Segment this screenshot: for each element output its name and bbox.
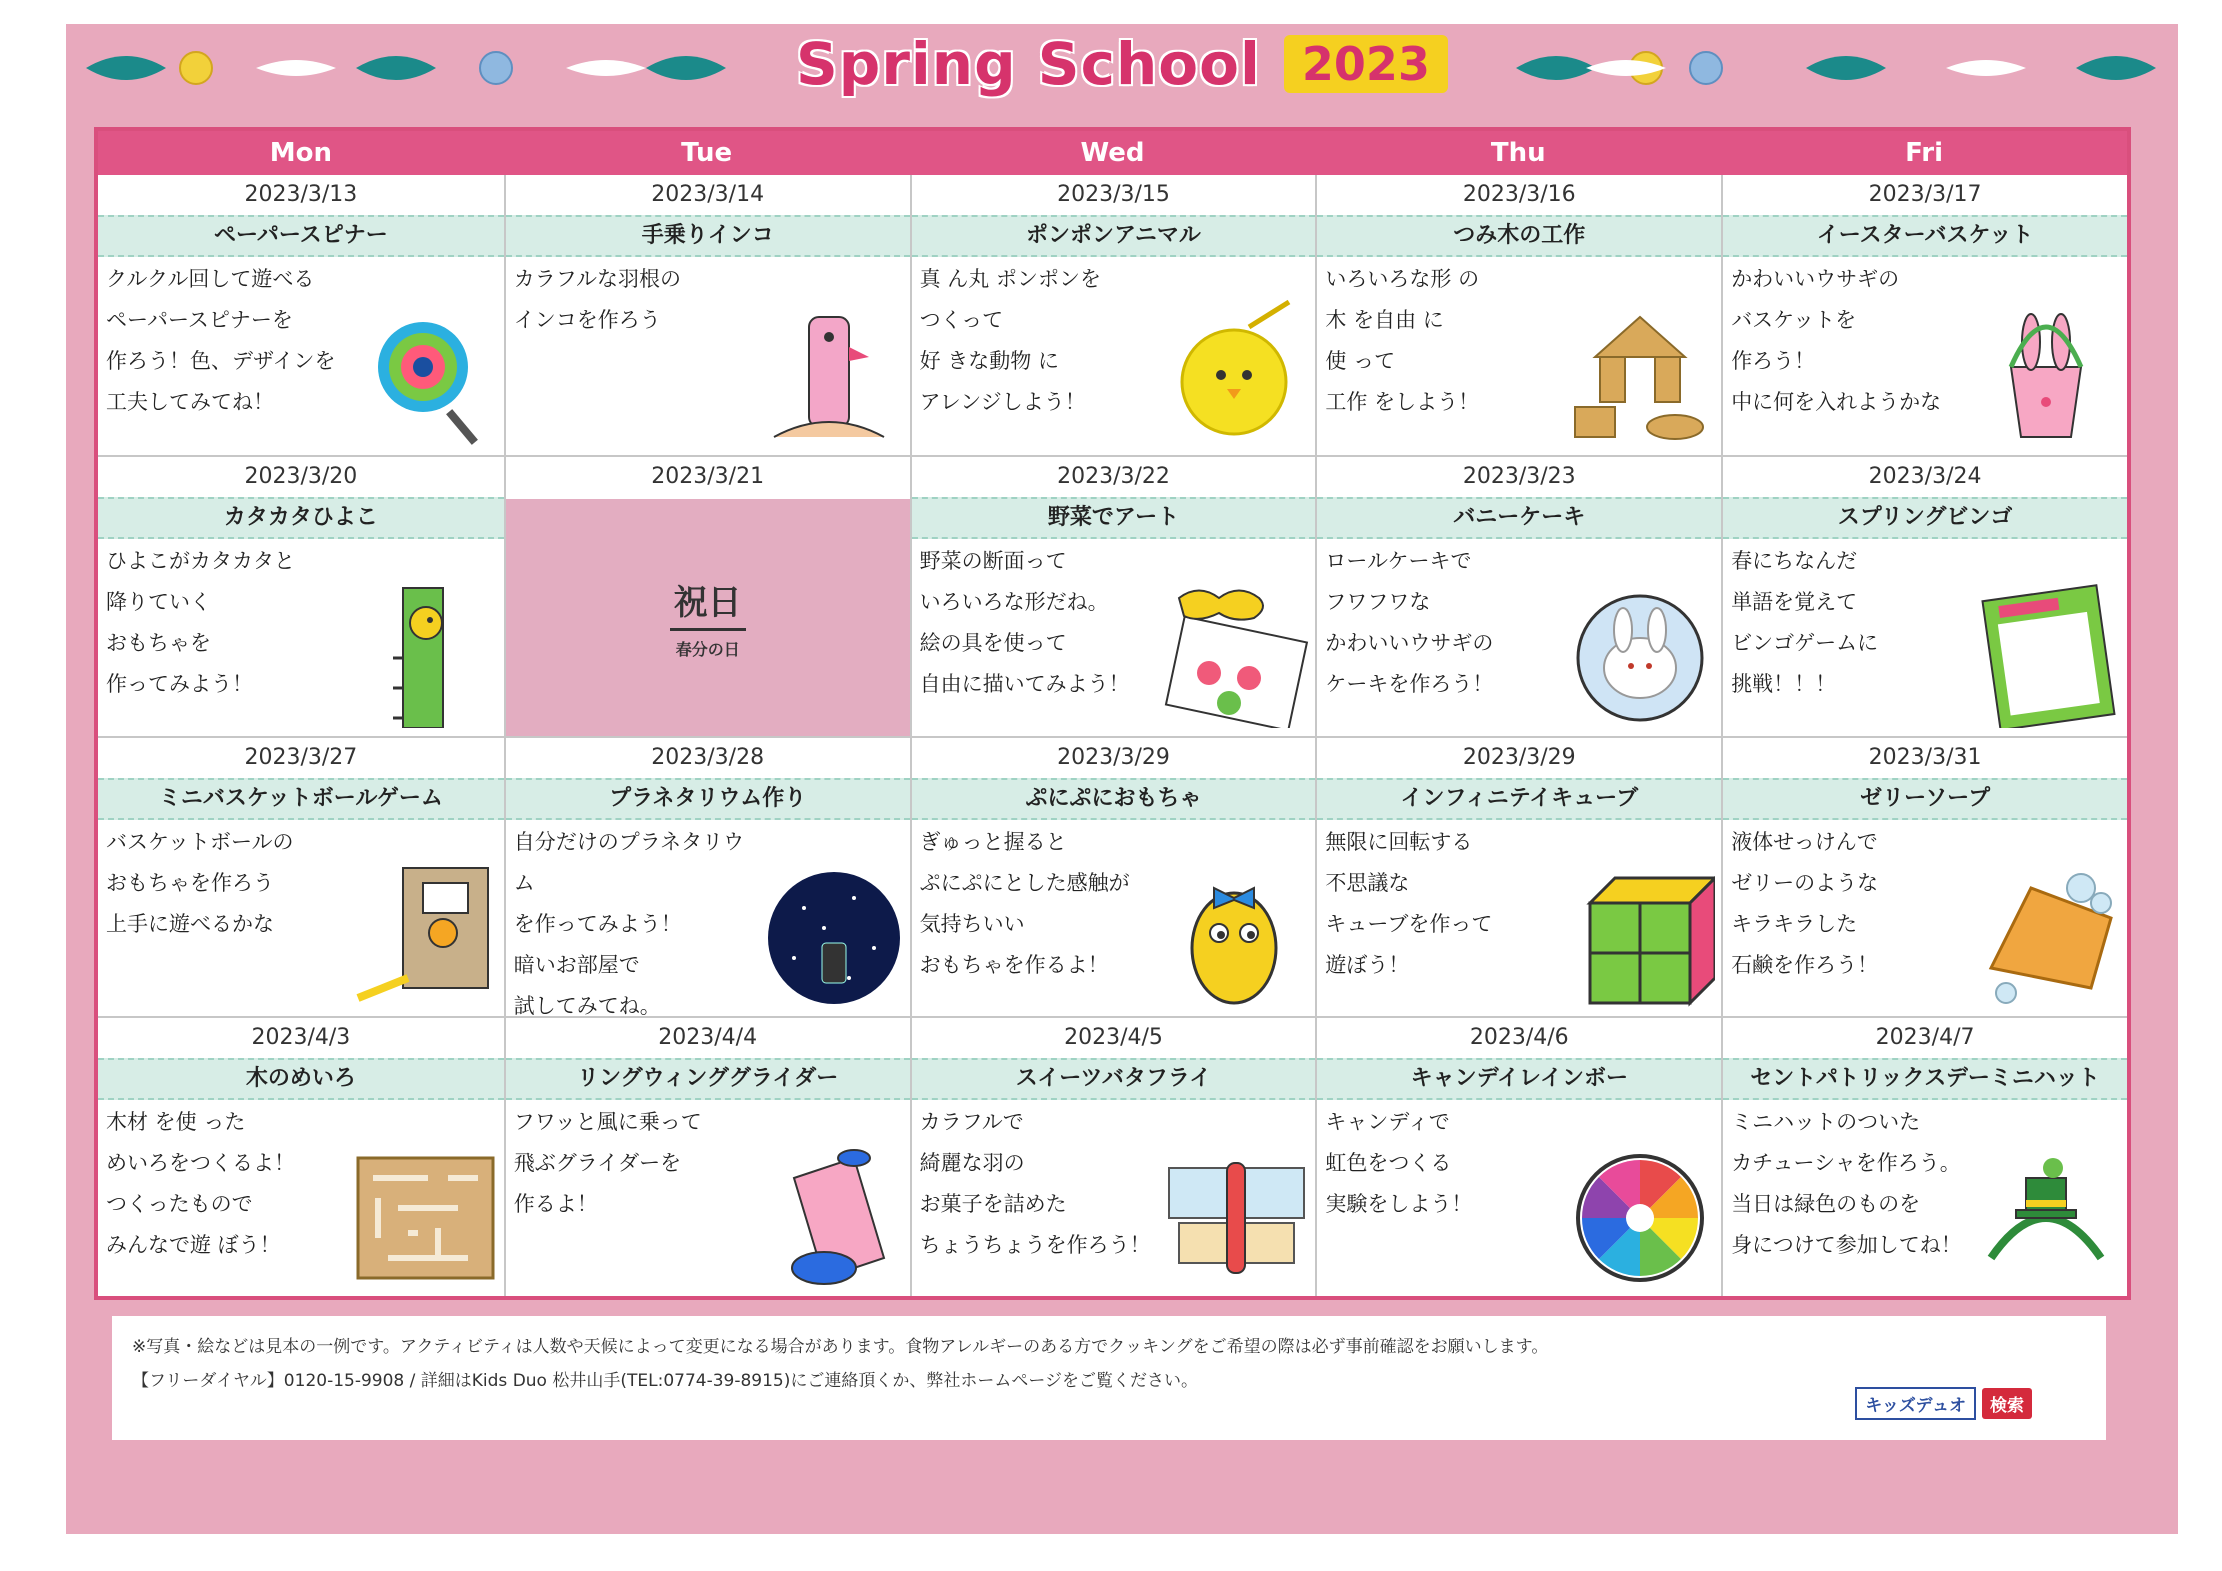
notes-panel: [112, 1316, 2106, 1440]
activity-description: ぎゅっと握ると ぷにぷにとした感触が 気持ちいい おもちゃを作るよ！: [919, 829, 1130, 977]
calendar-day-cell: [1315, 457, 1721, 735]
day-date: 2023/3/29: [1057, 744, 1170, 770]
holiday-subtitle: 春分の日: [675, 639, 740, 659]
parakeet-icon: [754, 297, 904, 447]
calendar-day-cell: [504, 1018, 910, 1296]
pompom-chick-icon: [1159, 297, 1309, 447]
weekday-label: Fri: [1905, 138, 1943, 168]
vegetable-stamp-icon: [1159, 578, 1309, 728]
activity-title: ポンポンアニマル: [912, 215, 1316, 257]
day-date: 2023/4/7: [1875, 1024, 1975, 1050]
calendar-day-cell: [910, 175, 1316, 455]
activity-description: キャンディで 虹色をつくる 実験をしよう！: [1325, 1109, 1473, 1216]
year-badge: 2023: [1284, 35, 1448, 93]
activity-title: キャンデイレインボー: [1317, 1058, 1721, 1100]
activity-description: 液体せっけんで ゼリーのような キラキラした 石鹸を作ろう！: [1731, 829, 1879, 977]
activity-description: かわいいウサギの バスケットを 作ろう！ 中に何を入れようかな: [1731, 267, 1942, 414]
activity-title: プラネタリウム作り: [506, 778, 910, 820]
activity-title: スイーツバタフライ: [912, 1058, 1316, 1100]
candy-rainbow-icon: [1565, 1138, 1715, 1288]
activity-description: フワッと風に乗って 飛ぶグライダーを 作るよ！: [513, 1109, 702, 1216]
day-date: 2023/3/16: [1462, 182, 1576, 207]
day-date: 2023/3/23: [1462, 464, 1576, 490]
jelly-soap-icon: [1971, 858, 2121, 1008]
activity-title: バニーケーキ: [1317, 497, 1721, 539]
bunny-cake-icon: [1565, 578, 1715, 728]
activity-title: リングウィンググライダー: [506, 1058, 910, 1100]
search-keyword: キッズデュオ: [1855, 1387, 1976, 1420]
calendar-day-cell: [98, 175, 504, 455]
day-date: 2023/3/14: [651, 182, 765, 207]
day-date: 2023/3/29: [1462, 744, 1576, 770]
activity-title: カタカタひよこ: [98, 497, 504, 539]
calendar-day-cell: [1721, 1018, 2127, 1296]
spinner-icon: [348, 297, 498, 447]
calendar-day-cell: [1721, 175, 2127, 455]
day-date: 2023/3/27: [244, 744, 358, 770]
page-title: Spring School: [796, 30, 1261, 98]
calendar-day-cell: [910, 738, 1316, 1016]
calendar: [94, 127, 2131, 1300]
day-date: 2023/3/20: [244, 464, 358, 490]
activity-title: スプリングビンゴ: [1723, 497, 2127, 539]
calendar-week: [98, 1016, 2127, 1296]
activity-description: ミニハットのついた カチューシャを作ろう。 当日は緑色のものを 身につけて参加してね！: [1731, 1109, 1962, 1257]
candy-butterfly-icon: [1159, 1138, 1309, 1288]
day-date: 2023/4/6: [1469, 1024, 1569, 1050]
day-date: 2023/4/5: [1064, 1024, 1163, 1050]
calendar-week: [98, 175, 2127, 455]
day-date: 2023/4/4: [658, 1024, 758, 1050]
activity-description: 自分だけのプラネタリウム を作ってみよう！ 暗いお部屋で 試してみてね。: [513, 829, 745, 1016]
activity-description: ロールケーキで フワフワな かわいいウサギの ケーキを作ろう！: [1325, 549, 1494, 697]
activity-title: セントパトリックスデーミニハット: [1723, 1058, 2127, 1100]
activity-title: 木のめいろ: [98, 1058, 504, 1100]
activity-title: ミニバスケットボールゲーム: [98, 778, 504, 820]
holiday-block: [506, 499, 910, 735]
activity-description: クルクル回して遊べる ペーパースピナーを 作ろう！色、デザインを 工夫してみてね！: [106, 267, 336, 414]
day-date: 2023/3/24: [1868, 464, 1982, 490]
weekday-label: Mon: [269, 138, 333, 168]
calendar-week: [98, 736, 2127, 1016]
activity-description: 無限に回転する 不思議な キューブを作って 遊ぼう！: [1325, 829, 1493, 977]
activity-title: インフィニテイキューブ: [1317, 778, 1721, 820]
activity-description: カラフルで 綺麗な羽の お菓子を詰めた ちょうちょうを作ろう！: [919, 1109, 1151, 1257]
bingo-card-icon: [1971, 578, 2121, 728]
calendar-day-cell: [1315, 1018, 1721, 1296]
ring-glider-icon: [754, 1138, 904, 1288]
weekday-label: Tue: [681, 138, 733, 168]
day-date: 2023/3/17: [1868, 182, 1982, 207]
basketball-hoop-icon: [348, 858, 498, 1008]
day-date: 2023/3/21: [651, 464, 765, 490]
activity-description: 木材 を使 った めいろをつくるよ！ つくったもので みんなで遊 ぼう！: [106, 1109, 295, 1257]
search-button[interactable]: 検索: [1982, 1388, 2032, 1419]
calendar-day-cell: [910, 1018, 1316, 1296]
calendar-day-cell: [1721, 738, 2127, 1016]
calendar-day-cell: [504, 175, 910, 455]
calendar-weeks: [98, 175, 2127, 1296]
header-band: [66, 24, 2178, 112]
activity-title: ぷにぷにおもちゃ: [912, 778, 1316, 820]
activity-title: ゼリーソープ: [1723, 778, 2127, 820]
activity-description: カラフルな羽根の インコを作ろう: [513, 267, 681, 332]
weekday-label: Wed: [1080, 138, 1145, 168]
planetarium-icon: [754, 858, 904, 1008]
day-date: 2023/3/13: [244, 182, 358, 207]
day-date: 2023/3/28: [651, 744, 765, 770]
day-date: 2023/3/22: [1057, 464, 1170, 490]
day-date: 2023/4/3: [251, 1024, 351, 1050]
activity-description: ひよこがカタカタと 降りていく おもちゃを 作ってみよう！: [106, 549, 295, 697]
calendar-day-cell: [504, 738, 910, 1016]
calendar-day-cell: [98, 457, 504, 735]
weekday-header: [98, 131, 2127, 175]
note-contact: 【フリーダイヤル】0120-15-9908 / 詳細はKids Duo 松井山手(TEL:0774-39-8915)にご連絡頂くか、弊社ホームページをご覧ください。: [132, 1371, 1199, 1391]
mini-hat-headband-icon: [1971, 1138, 2121, 1288]
calendar-day-cell: [98, 738, 504, 1016]
activity-description: 春にちなんだ 単語を覚えて ビンゴゲームに 挑戦！！！: [1731, 549, 1879, 697]
bunny-basket-icon: [1971, 297, 2121, 447]
chick-ladder-icon: [348, 578, 498, 728]
holiday-name: 祝日: [670, 575, 746, 631]
activity-description: バスケットボールの おもちゃを作ろう 上手に遊べるかな: [106, 829, 294, 936]
squishy-toy-icon: [1159, 858, 1309, 1008]
day-date: 2023/3/15: [1057, 182, 1170, 207]
calendar-week: [98, 455, 2127, 735]
activity-title: 野菜でアート: [912, 497, 1316, 539]
calendar-day-cell: [1721, 457, 2127, 735]
note-disclaimer: ※写真・絵などは見本の一例です。アクティビティは人数や天候によって変更になる場合があります。食物アレルギーのある方でクッキングをご希望の際は必ず事前確認をお願いします。: [132, 1337, 1549, 1357]
day-date: 2023/3/31: [1868, 744, 1982, 770]
banner-title: [66, 30, 2178, 110]
activity-description: いろいろな形 の 木 を自由 に 使 って 工作 をしよう！: [1325, 267, 1480, 414]
infinity-cube-icon: [1565, 858, 1715, 1008]
wood-maze-icon: [348, 1138, 498, 1288]
activity-description: 真 ん丸 ポンポンを つくって 好 きな動物 に アレンジしよう！: [919, 267, 1101, 414]
calendar-day-cell: [98, 1018, 504, 1296]
activity-description: 野菜の断面って いろいろな形だね。 絵の具を使って 自由に描いてみよう！: [919, 549, 1130, 697]
activity-title: ペーパースピナー: [98, 215, 504, 257]
activity-title: イースターバスケット: [1723, 215, 2127, 257]
calendar-day-cell: [504, 457, 910, 735]
activity-title: つみ木の工作: [1317, 215, 1721, 257]
calendar-day-cell: [1315, 738, 1721, 1016]
wood-blocks-icon: [1565, 297, 1715, 447]
search-box[interactable]: [1855, 1387, 2032, 1420]
calendar-day-cell: [1315, 175, 1721, 455]
weekday-label: Thu: [1490, 138, 1546, 168]
calendar-day-cell: [910, 457, 1316, 735]
activity-title: 手乗りインコ: [506, 215, 910, 257]
